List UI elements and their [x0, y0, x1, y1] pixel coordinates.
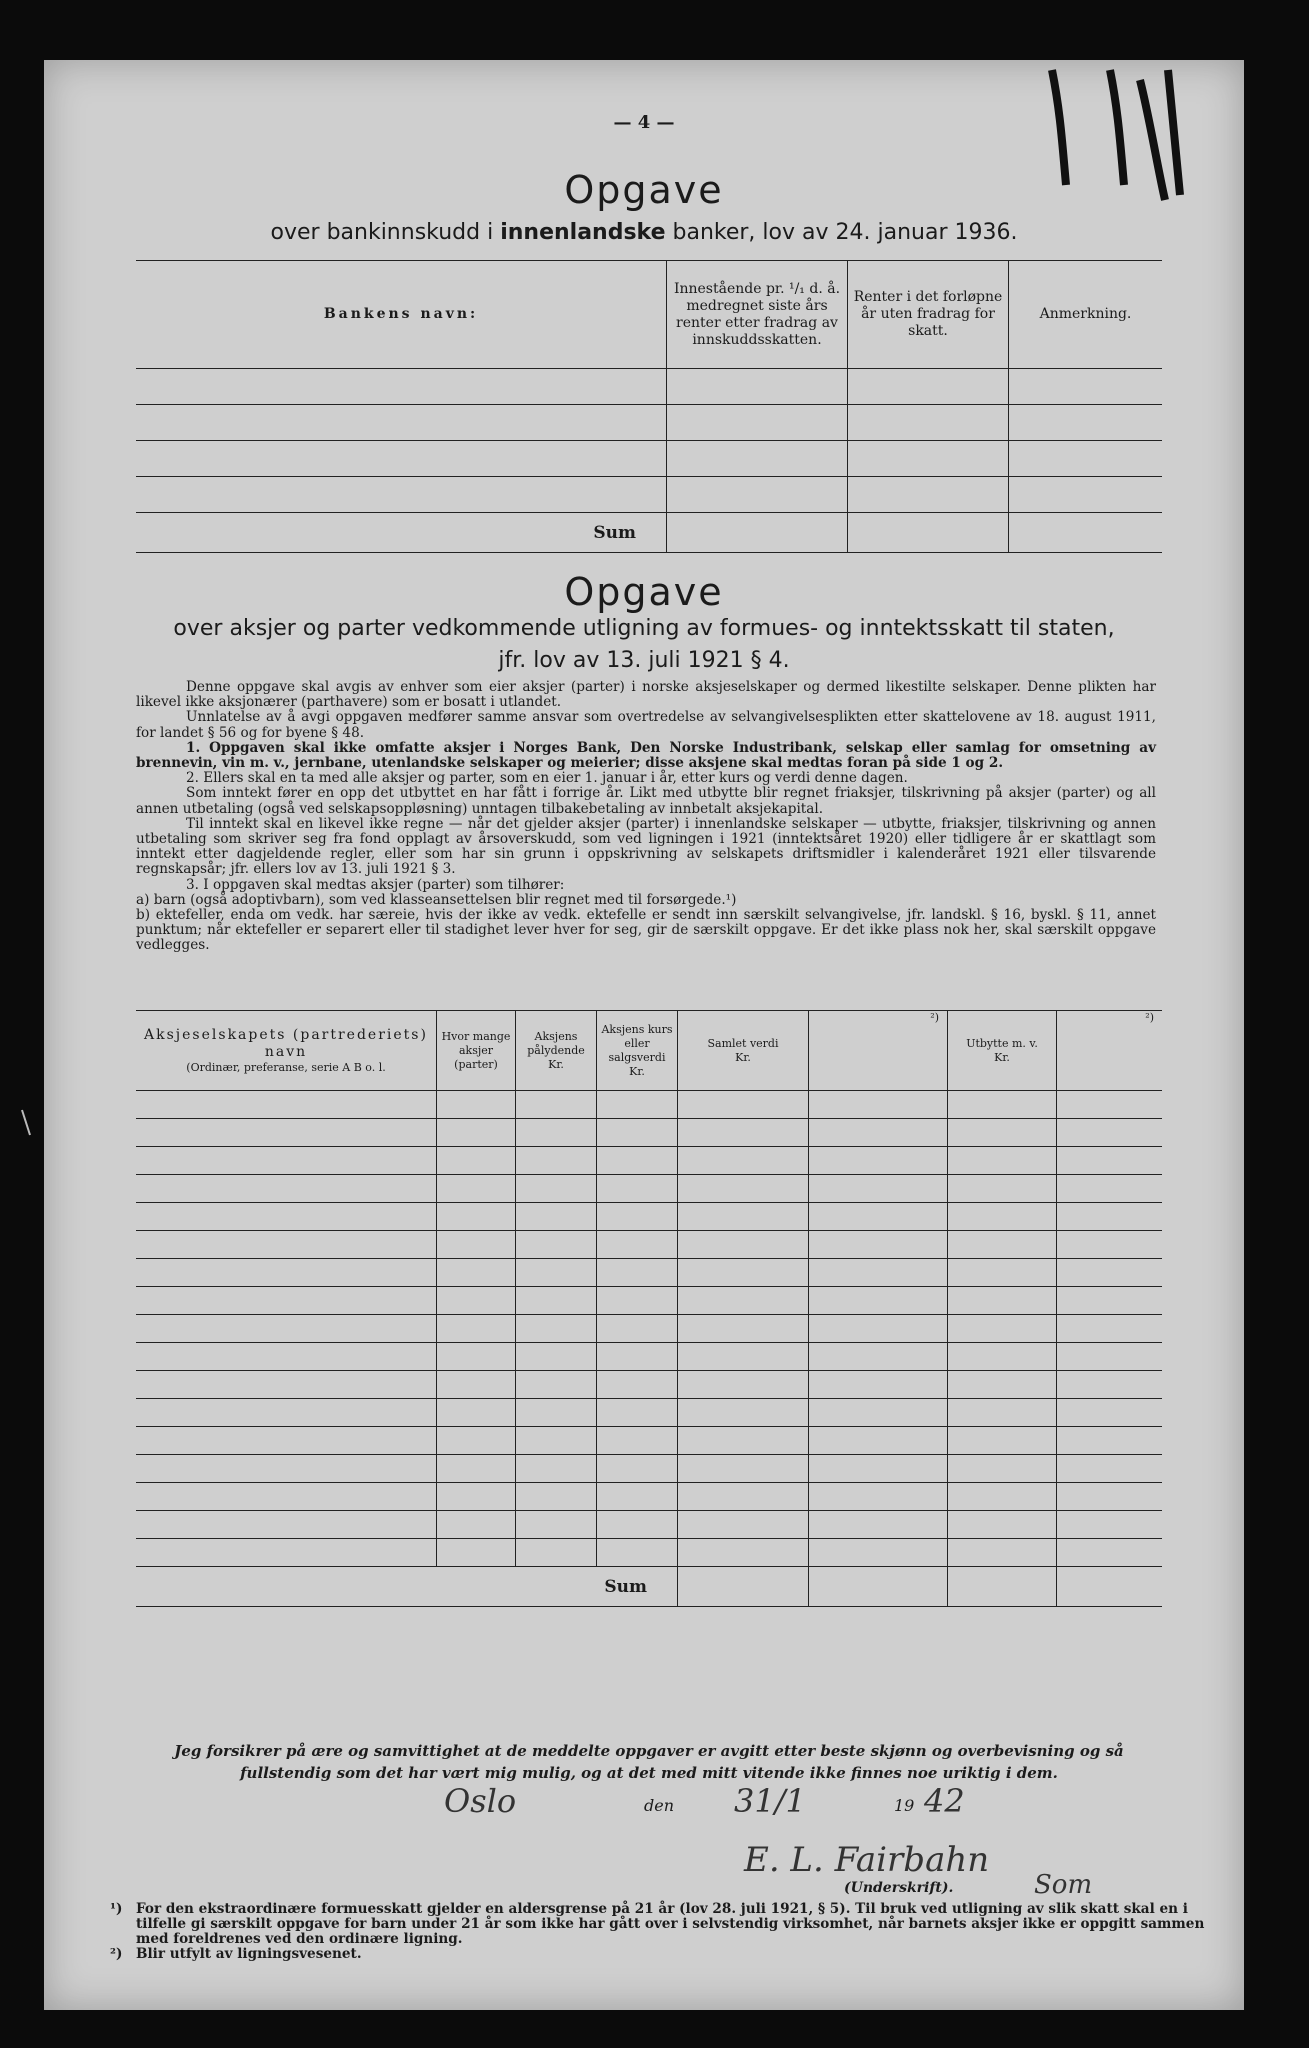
instruction-paragraph: a) barn (også adoptivbarn), som ved klasseansettelsen blir regnet med til forsørgede.¹) [136, 891, 737, 908]
bank-subtitle-post: banker, lov av 24. januar 1936. [665, 220, 1018, 245]
footnote-2: ²) Blir utfylt av ligningsvesenet. [110, 1946, 362, 1962]
bank-subtitle-pre: over bankinnskudd i [270, 220, 501, 245]
shares-sum-label: Sum [136, 1567, 678, 1607]
bank-form-title: Opgave [564, 168, 724, 212]
page-number: — 4 — [613, 112, 675, 133]
company-header: Aksjeselskapets (partrederiets) navn (Ordinær, preferanse, serie A B o. l. [136, 1011, 437, 1091]
share-form-subtitle-1: over aksjer og parter vedkommende utligning av formues- og inntektsskatt til staten, [173, 616, 1115, 641]
bank-sum-label: Sum [136, 513, 667, 553]
price-header: Aksjens kurs eller salgsverdi Kr. [597, 1011, 678, 1091]
instruction-paragraph: 2. Ellers skal en ta med alle aksjer og parter, som en eier 1. januar i år, etter kurs og verdi denne dagen. [186, 770, 908, 787]
footnote-1: ¹) For den ekstraordinære formuesskatt gjelder en aldersgrense på 21 år (lov 28. juli 1921, § 5). Til bruk ved utligning av slik skatt skal en i tilfelle gi særskilt oppgave for barn under 21 år som ikke har gått over i selvstendig virksomhet, når barnets aksjer ikke er oppgitt sammen med foreldrenes ved den ordinære ligning. [110, 1901, 1205, 1947]
share-form-title: Opgave [564, 570, 724, 614]
instruction-paragraph: 1. Oppgaven skal ikke omfatte aksjer i Norges Bank, Den Norske Industribank, selskap eller samlag for omsetning av brennevin, vin m. v., jernbane, utenlandske selskaper og meierier; disse aksjene skal medtas foran på side 1 og 2. [136, 739, 1156, 772]
blank2-header: ²) [1057, 1011, 1163, 1091]
count-header: Hvor mange aksjer (parter) [437, 1011, 516, 1091]
underskrift-label: (Underskrift). [844, 1880, 954, 1896]
signature-name: E. L. Fairbahn [744, 1840, 990, 1880]
note-header: Anmerkning. [1009, 261, 1163, 369]
share-form-subtitle-2: jfr. lov av 13. juli 1921 § 4. [498, 648, 790, 673]
corner-ink-mark [1052, 70, 1180, 200]
edge-mark [22, 1110, 30, 1135]
interest-header: Renter i det forløpne år uten fradrag for skatt. [848, 261, 1009, 369]
year-prefix: 19 [894, 1796, 915, 1815]
declaration: Jeg forsikrer på ære og samvittighet at de meddelte oppgaver er avgitt etter beste skjønn og overbevisning og så fullstendig som det har vært mig mulig, og at det med mitt vitende ikke finnes noe uriktig i dem. [174, 1742, 1124, 1782]
instruction-paragraph: b) ektefeller, enda om vedk. har særeie, hvis der ikke av vedk. ektefelle er sendt inn særskilt selvangivelse, jfr. landskl. § 16, byskl. § 11, annet punktum; når ektefeller er separert eller til stadighet lever hver for seg, gir de særskilt oppgave. Er det ikke plass nok her, skal særskilt oppgave vedlegges. [136, 907, 1156, 954]
instruction-paragraph: Unnlatelse av å avgi oppgaven medfører samme ansvar som overtredelse av selvangivelsesplikten etter skattelovene av 18. august 1911, for landet § 56 og for byene § 48. [136, 709, 1156, 741]
year-suffix: 42 [924, 1782, 965, 1820]
dividend-header: Utbytte m. v. Kr. [948, 1011, 1057, 1091]
blank-header: ²) [809, 1011, 948, 1091]
signature-place: Oslo [444, 1782, 517, 1820]
bank-subtitle-bold: innenlandske [500, 220, 666, 245]
bank-name-header: Bankens navn: [136, 261, 667, 369]
instruction-paragraph: 3. I oppgaven skal medtas aksjer (parter) som tilhører: [186, 876, 565, 893]
nominal-header: Aksjens pålydende Kr. [516, 1011, 597, 1091]
instruction-paragraph: Denne oppgave skal avgis av enhver som eier aksjer (parter) i norske aksjeselskaper og dermed likestilte selskaper. Denne plikten har likevel ikke aksjonærer (parthavere) som er bosatt i utlandet. [136, 679, 1156, 711]
deposit-header: Innestående pr. ¹/₁ d. å. medregnet siste års renter etter fradrag av innskuddsskatten. [667, 261, 848, 369]
den-label: den [644, 1796, 675, 1815]
instruction-paragraph: Som inntekt fører en opp det utbyttet en har fått i forrige år. Likt med utbytte blir regnet friaksjer, tilskrivning på aksjer (parter) og all annen utbetaling (også ved selskapsoppløsning) unntagen tilbakebetaling av innbetalt aksjekapital. [136, 785, 1156, 817]
total-header: Samlet verdi Kr. [678, 1011, 809, 1091]
signature-date: 31/1 [734, 1782, 806, 1820]
margin-note: Som [1034, 1870, 1093, 1900]
instruction-paragraph: Til inntekt skal en likevel ikke regne — når det gjelder aksjer (parter) i innenlandske selskaper — utbytte, friaksjer, tilskrivning og annen utbetaling som skriver seg fra fond opplagt av årsoverskudd, som ved ligningen i 1921 (inntektsåret 1920) eller tidligere år er skattlagt som inntekt etter dagjeldende regler, eller som har sin grunn i oppskrivning av selskapets driftsmidler i kalenderåret 1921 eller tilsvarende regnskapsår; jfr. ellers lov av 13. juli 1921 § 3. [136, 815, 1156, 878]
